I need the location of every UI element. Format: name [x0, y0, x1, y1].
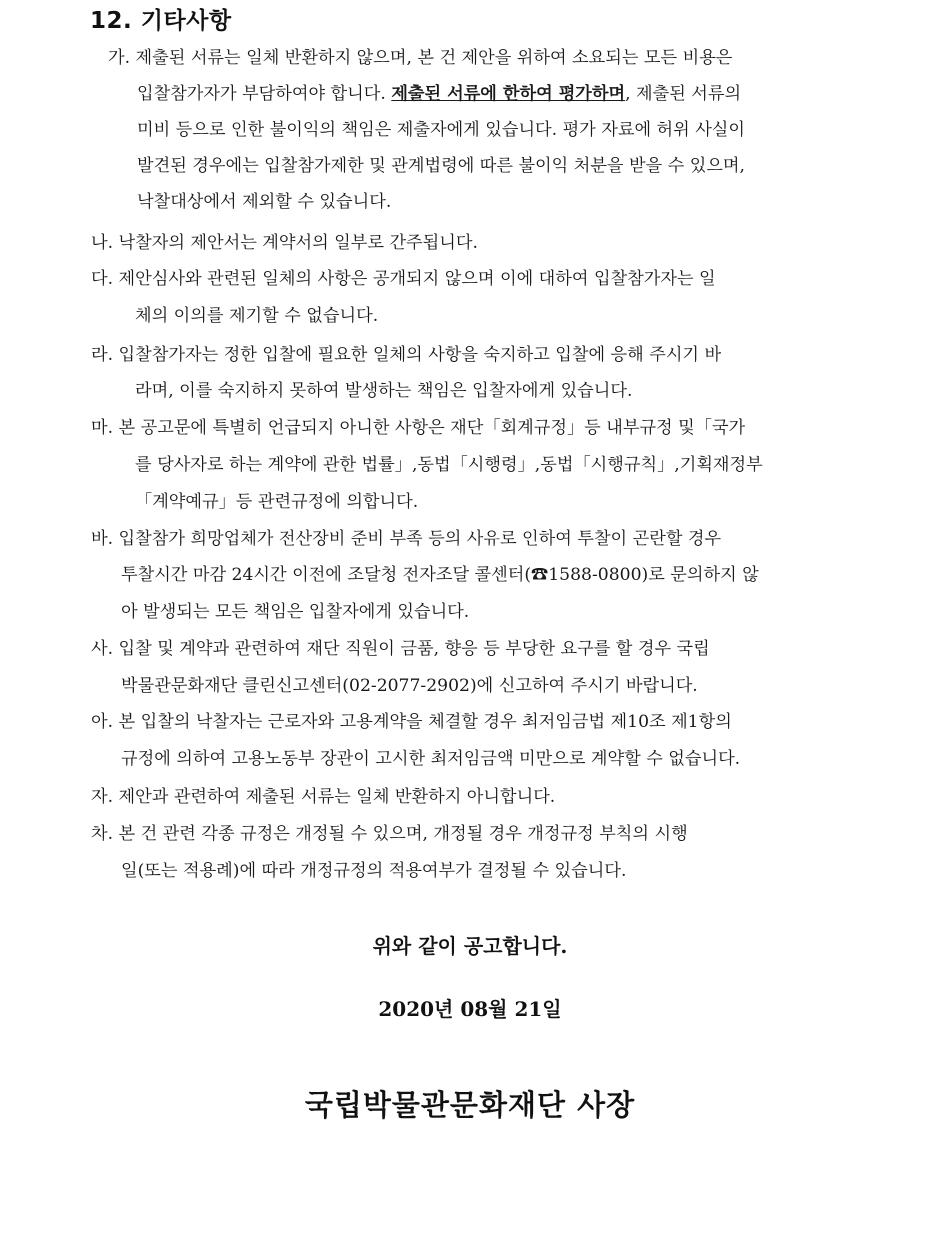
item-marker: 자. [91, 787, 114, 807]
announcement-date: 2020년 08월 21일 [378, 997, 562, 1021]
item-text: 본 공고문에 특별히 언급되지 아니한 사항은 재단「회계규정」등 내부규정 및「국가 [118, 418, 746, 438]
item-line [135, 298, 378, 334]
item-text: 일(또는 적용례)에 따라 개정규정의 적용여부가 결정될 수 있습니다. [121, 861, 627, 881]
item-marker: 가. [108, 48, 131, 68]
item-text: 제안과 관련하여 제출된 서류는 일체 반환하지 아니합니다. [118, 787, 556, 807]
item-marker: 마. [91, 418, 114, 438]
item-marker: 차. [91, 824, 114, 844]
item-text: 발견된 경우에는 입찰참가제한 및 관계법령에 따른 불이익 처분을 받을 수 있으며, [137, 156, 746, 176]
item-line [135, 373, 632, 409]
announcement-text: 위와 같이 공고합니다. [372, 934, 568, 958]
item-line [91, 816, 688, 852]
item-line [91, 704, 732, 740]
item-text: 입찰참가 희망업체가 전산장비 준비 부족 등의 사유로 인하여 투찰이 곤란할 경우 [118, 529, 722, 549]
item-line [91, 225, 478, 261]
item-line [91, 521, 721, 557]
item-line [91, 261, 716, 297]
item-marker: 바. [91, 529, 114, 549]
item-line [121, 853, 626, 889]
item-text: 「계약예규」등 관련규정에 의합니다. [135, 492, 419, 512]
item-line [135, 447, 763, 483]
item-line [121, 668, 698, 704]
item-text: 아 발생되는 모든 책임은 입찰자에게 있습니다. [121, 602, 470, 622]
item-text: 낙찰자의 제안서는 계약서의 일부로 간주됩니다. [118, 233, 478, 253]
signatory: 국립박물관문화재단 사장 [304, 1088, 636, 1122]
item-marker: 나. [91, 233, 114, 253]
item-line [135, 484, 418, 520]
item-line [137, 184, 391, 220]
item-line [91, 410, 745, 446]
item-text: 본 건 관련 각종 규정은 개정될 수 있으며, 개정될 경우 개정규정 부칙의 시행 [118, 824, 688, 844]
item-line [137, 76, 741, 112]
item-text: 체의 이의를 제기할 수 없습니다. [135, 306, 379, 326]
item-line [91, 631, 710, 667]
item-text: 제안심사와 관련된 일체의 사항은 공개되지 않으며 이에 대하여 입찰참가자는 일 [118, 269, 716, 289]
item-marker: 다. [91, 269, 114, 289]
item-marker: 아. [91, 712, 114, 732]
item-text: 입찰참가자는 정한 입찰에 필요한 일체의 사항을 숙지하고 입찰에 응해 주시기 바 [118, 345, 722, 365]
item-text: 입찰참가자가 부담하여야 합니다. [137, 84, 386, 104]
item-line [137, 148, 745, 184]
item-text: 입찰 및 계약과 관련하여 재단 직원이 금품, 향응 등 부당한 요구를 할 경우 국립 [118, 639, 710, 659]
item-marker: 사. [91, 639, 114, 659]
item-line [108, 40, 732, 76]
emphasized-text: 제출된 서류에 한하여 평가하며 [391, 84, 626, 104]
item-text: 투찰시간 마감 24시간 이전에 조달청 전자조달 콜센터(☎1588-0800)로 문의하지 않 [121, 565, 759, 585]
item-text: , 제출된 서류의 [625, 84, 742, 104]
item-text: 박물관문화재단 클린신고센터(02-2077-2902)에 신고하여 주시기 바랍니다. [121, 676, 698, 696]
item-text: 낙찰대상에서 제외할 수 있습니다. [137, 192, 392, 212]
item-marker: 라. [91, 345, 114, 365]
item-text: 라며, 이를 숙지하지 못하여 발생하는 책임은 입찰자에게 있습니다. [135, 381, 633, 401]
item-text: 를 당사자로 하는 계약에 관한 법률」,동법「시행령」,동법「시행규칙」,기획재정부 [135, 455, 763, 475]
item-line [121, 741, 740, 777]
item-text: 제출된 서류는 일체 반환하지 않으며, 본 건 제안을 위하여 소요되는 모든 비용은 [135, 48, 733, 68]
item-text: 미비 등으로 인한 불이익의 책임은 제출자에게 있습니다. 평가 자료에 허위 사실이 [137, 120, 746, 140]
item-line [121, 594, 469, 630]
item-line [137, 112, 745, 148]
item-line [91, 337, 721, 373]
section-heading: 12. 기타사항 [90, 8, 232, 34]
item-line [121, 557, 759, 593]
item-text: 규정에 의하여 고용노동부 장관이 고시한 최저임금액 미만으로 계약할 수 없습니다. [121, 749, 741, 769]
item-text: 본 입찰의 낙찰자는 근로자와 고용계약을 체결할 경우 최저임금법 제10조 제1항의 [118, 712, 732, 732]
item-line [91, 779, 555, 815]
